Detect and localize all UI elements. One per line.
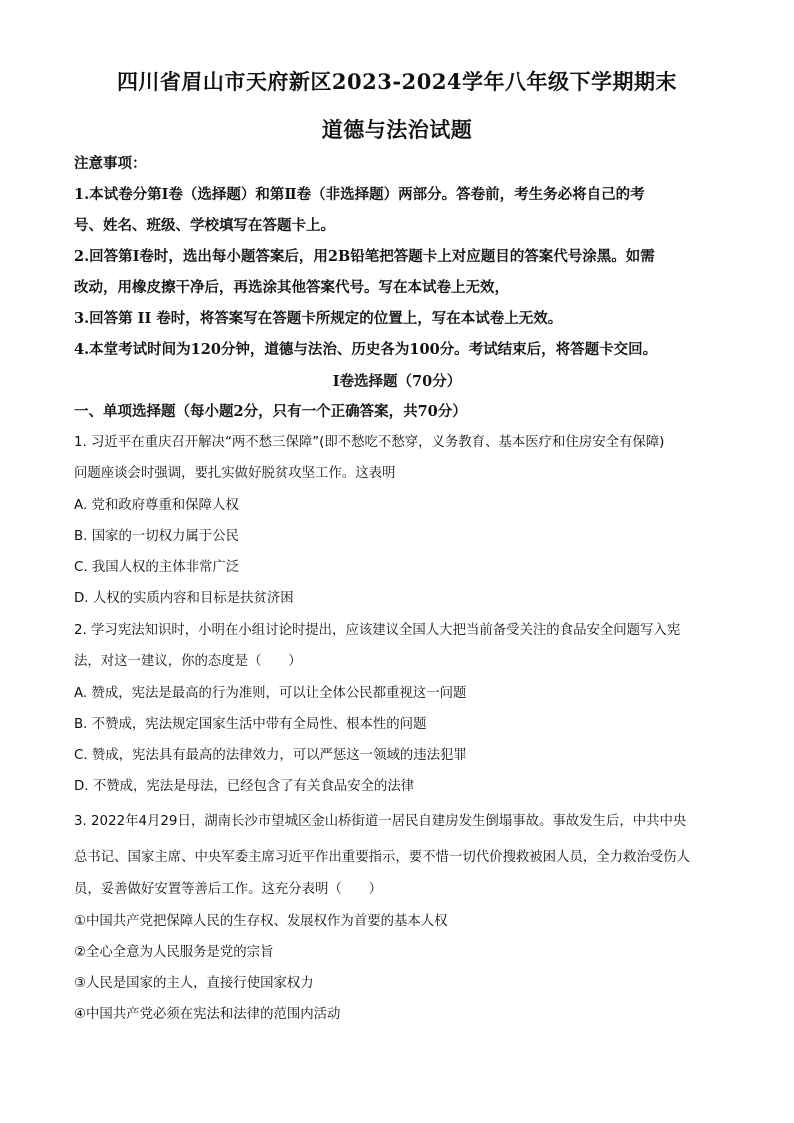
part1-title: Ⅰ卷选择题（70分） xyxy=(332,373,462,390)
question-option: B. 不赞成，宪法规定国家生活中带有全局性、根本性的问题 xyxy=(74,717,427,732)
question-stem: 总书记、国家主席、中央军委主席习近平作出重要指示，要不惜一切代价搜救被困人员，全力救治受伤人 xyxy=(74,850,690,865)
question-stem: 问题座谈会时强调，要扎实做好脱贫攻坚工作。这表明 xyxy=(74,466,396,481)
question-option: D. 人权的实质内容和目标是扶贫济困 xyxy=(74,591,294,606)
question-option: C. 我国人权的主体非常广泛 xyxy=(74,560,240,575)
question-option: C. 赞成，宪法具有最高的法律效力，可以严惩这一领域的违法犯罪 xyxy=(74,748,467,763)
notice-line: 2.回答第Ⅰ卷时，选出每小题答案后，用2B铅笔把答题卡上对应题目的答案代号涂黑。如需 xyxy=(74,248,655,265)
notice-line: 3.回答第 II 卷时，将答案写在答题卡所规定的位置上，写在本试卷上无效。 xyxy=(74,310,563,327)
question-option: B. 国家的一切权力属于公民 xyxy=(74,529,239,544)
question-stem: 1. 习近平在重庆召开解决“两不愁三保障”(即不愁吃不愁穿，义务教育、基本医疗和住房安全有保障) xyxy=(74,435,665,450)
notice-line: 4.本堂考试时间为120分钟，道德与法治、历史各为100分。考试结束后，将答题卡交回。 xyxy=(74,341,658,358)
question-option: ②全心全意为人民服务是党的宗旨 xyxy=(74,945,274,960)
notice-line: 改动，用橡皮擦干净后，再选涂其他答案代号。写在本试卷上无效， xyxy=(74,279,509,296)
question-option: A. 赞成，宪法是最高的行为准则，可以让全体公民都重视这一问题 xyxy=(74,686,467,701)
exam-subject-title: 道德与法治试题 xyxy=(321,117,473,142)
notice-line: 1.本试卷分第Ⅰ卷（选择题）和第Ⅱ卷（非选择题）两部分。答卷前，考生务必将自己的考 xyxy=(74,186,645,203)
section1-title: 一、单项选择题（每小题2分，只有一个正确答案，共70分） xyxy=(74,403,467,420)
question-option: ④中国共产党必须在宪法和法律的范围内活动 xyxy=(74,1007,341,1022)
question-option: ①中国共产党把保障人民的生存权、发展权作为首要的基本人权 xyxy=(74,914,448,929)
question-option: A. 党和政府尊重和保障人权 xyxy=(74,498,239,513)
exam-title: 四川省眉山市天府新区2023-2024学年八年级下学期期末 xyxy=(116,69,678,94)
question-option: D. 不赞成，宪法是母法，已经包含了有关食品安全的法律 xyxy=(74,779,415,794)
notice-heading: 注意事项： xyxy=(74,155,147,172)
question-stem: 员，妥善做好安置等善后工作。这充分表明（ ） xyxy=(74,882,382,897)
notice-line: 号、姓名、班级、学校填写在答题卡上。 xyxy=(74,217,335,234)
question-option: ③人民是国家的主人，直接行使国家权力 xyxy=(74,976,314,991)
question-stem: 法，对这一建议，你的态度是（ ） xyxy=(74,654,302,669)
question-stem: 2. 学习宪法知识时，小明在小组讨论时提出，应该建议全国人大把当前备受关注的食品安全问题写入宪 xyxy=(74,623,681,638)
question-stem: 3. 2022年4月29日，湖南长沙市望城区金山桥街道一居民自建房发生倒塌事故。事故发生后，中共中央 xyxy=(74,814,687,829)
